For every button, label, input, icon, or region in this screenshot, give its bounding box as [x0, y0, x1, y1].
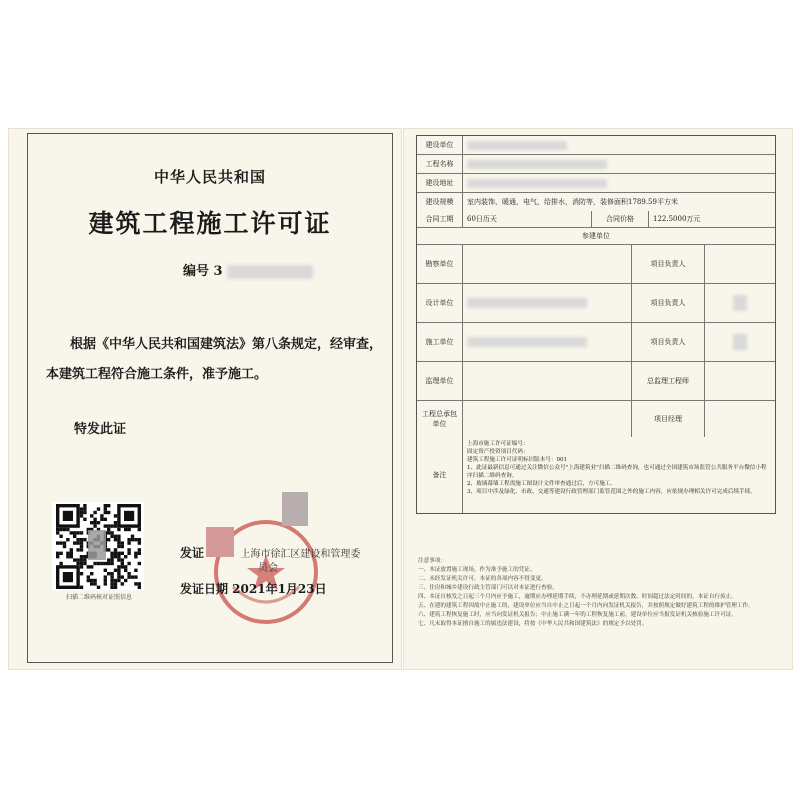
qr-code-image [52, 502, 144, 590]
certificate-border [27, 133, 393, 663]
participants-title: 参建单位 [417, 228, 775, 245]
person-redaction [733, 295, 747, 311]
participant-person [704, 245, 775, 283]
certificate-number [183, 260, 313, 279]
contract-price-label: 合同价格 [591, 211, 649, 227]
issuer-org-continued: 员会 [258, 563, 278, 574]
participant-name [463, 401, 631, 437]
participant-row [417, 323, 775, 362]
certificate-title: 建筑工程施工许可证 [88, 209, 332, 238]
remark-line: 3、项目中涉及绿化、市政、交通等建设行政管理部门监管范围之外的施工内容，应依规办理相关许可完成后续手续。 [467, 489, 756, 495]
participant-name [463, 245, 631, 283]
person-redaction [733, 334, 747, 350]
participant-person [704, 284, 775, 322]
remark-label: 备注 [417, 437, 463, 513]
participant-row [417, 401, 775, 437]
info-value [463, 174, 775, 192]
note-item: 一、本证放置施工现场，作为准予施工的凭证。 [418, 567, 536, 573]
participant-person [704, 362, 775, 400]
note-item: 六、建筑工程恢复施工时，应当向发证机关报告；中止施工满一年的工程恢复施工前，建设单位应当报发证机关核验施工许可证。 [418, 612, 737, 618]
certificate-back-page [403, 128, 793, 670]
remark-line: 1、此证最新信息可通过关注微信公众号"上海建筑业"扫描二维码查询，也可通过全国建筑市场监管公共服务平台微信小程序扫描二维码查询。 [467, 465, 767, 479]
remark-line: 固定资产投资项目代码： [467, 449, 529, 455]
contract-row [417, 211, 775, 228]
participant-label: 勘察单位 [417, 245, 463, 283]
participant-name [463, 284, 631, 322]
notes-list [418, 566, 774, 629]
participant-label: 工程总承包单位 [417, 401, 463, 437]
participant-role: 项目负责人 [631, 323, 704, 361]
redaction-block [282, 492, 308, 526]
name-redaction [467, 298, 587, 308]
participant-role: 项目负责人 [631, 245, 704, 283]
qr-caption: 扫描二维码核对证照信息 [65, 594, 132, 601]
issue-date: 发证日期 2021年1月23日 [180, 582, 327, 596]
info-label: 建设单位 [417, 136, 463, 154]
participant-role: 项目经理 [631, 401, 704, 437]
note-item: 三、住房和城乡建设行政主管部门可以对本证进行查验。 [418, 585, 558, 591]
remark-line: 2、玻璃幕墙工程需施工图设计文件审查通过后，方可施工。 [467, 481, 616, 487]
participant-person [704, 323, 775, 361]
name-redaction [467, 337, 587, 347]
info-row [417, 174, 775, 193]
project-info-table [416, 135, 776, 514]
contract-period-label: 合同工期 [417, 211, 463, 227]
participant-label: 施工单位 [417, 323, 463, 361]
participant-label: 设计单位 [417, 284, 463, 322]
participant-label: 监理单位 [417, 362, 463, 400]
remark-row [417, 437, 775, 513]
participant-role: 总监理工程师 [631, 362, 704, 400]
issuer-org: 上海市徐汇区建设和管理委 [240, 549, 361, 560]
country-name: 中华人民共和国 [153, 168, 266, 186]
info-value [463, 136, 775, 154]
number-redaction [227, 265, 313, 279]
notes-section [418, 557, 774, 629]
contract-price-value: 122.5000万元 [653, 215, 701, 223]
info-row [417, 136, 775, 155]
participant-name [463, 323, 631, 361]
participant-name [463, 362, 631, 400]
issuer-label: 发证 [180, 546, 205, 560]
contract-period-value: 60日历天 [467, 215, 497, 223]
note-item: 五、在建的建筑工程因故中止施工的，建设单位应当自中止之日起一个月内向发证机关报告，并按照规定做好建筑工程的维护管理工作。 [418, 603, 754, 609]
info-label: 建设规模 [417, 193, 463, 211]
certificate-front-page [8, 128, 402, 670]
special-issue-text: 特发此证 [74, 422, 127, 437]
info-row [417, 193, 775, 211]
info-value [463, 155, 775, 173]
participant-row [417, 245, 775, 284]
value-redaction [467, 141, 567, 150]
number-prefix: 3 [213, 264, 223, 279]
value-redaction [467, 179, 607, 188]
participant-person [704, 401, 775, 437]
participant-role: 项目负责人 [631, 284, 704, 322]
remark-content [463, 437, 775, 513]
qr-code [52, 502, 144, 590]
note-item: 二、未经发证机关许可，本证的各项内容不得变更。 [418, 576, 547, 582]
participant-row [417, 284, 775, 323]
participant-row [417, 362, 775, 401]
remark-line: 上海市施工许可证编号： [467, 441, 529, 447]
approval-statement: 根据《中华人民共和国建筑法》第八条规定，经审查，本建筑工程符合施工条件，准予施工。 [46, 337, 383, 382]
project-info-rows [417, 136, 775, 211]
info-value: 室内装饰，暖通，电气，给排水，消防等，装修面积1789.59平方米 [467, 198, 678, 206]
note-item: 四、本证自核发之日起三个月内应予施工，逾期应办理延期手续，不办理延期或延期次数、时间超过法定时间的，本证自行废止。 [418, 594, 737, 600]
participant-rows [417, 245, 775, 437]
notes-title: 注意事项： [418, 558, 446, 564]
info-label: 建设地址 [417, 174, 463, 192]
note-item: 七、凡未取得本证擅自施工的属违法建设，将按《中华人民共和国建筑法》的规定予以处罚。 [418, 621, 648, 627]
number-label: 编号 [183, 264, 210, 279]
value-redaction [467, 160, 607, 169]
info-label: 工程名称 [417, 155, 463, 173]
info-row [417, 155, 775, 174]
remark-line: 建筑工程施工许可证明标识版本号：001 [467, 457, 568, 463]
